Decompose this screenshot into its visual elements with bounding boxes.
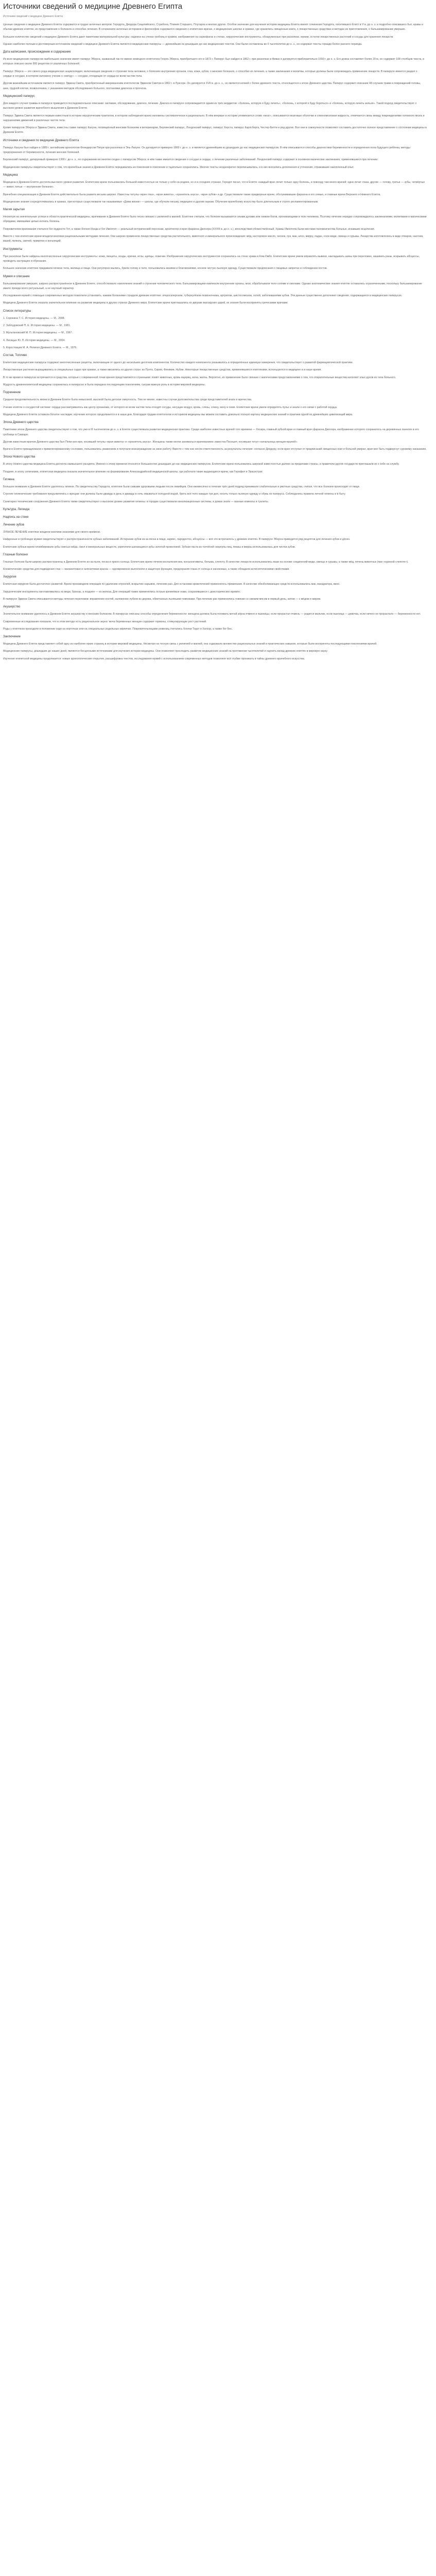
paragraph: Учение египтян о сосудистой системе: сердце рассматривалось как центр организма, от которого ко всем частям тела отходят сосуды, несущие воздух, кровь, слёзы, слюну, мочу и семя. Египетские врачи умели определять пульс и знали о его связи с работой сердца. [3,405,338,409]
paragraph: Санитарно-технические сооружения Древнего Египта также свидетельствуют о высоком уровне развития гигиены: в городах существовали канализационные системы, в домах знати — ванные комнаты и туалеты. [3,500,269,503]
section-heading: Подчинение [3,391,21,395]
paragraph: Бальзамирование умерших, широко распространённое в Древнем Египте, способствовало накоплению знаний о строении человеческого тела. Бальзамировщики извлекали внутренние органы, мозг, обрабатывали тело солями и смолами. Однако анатомические знания египтян оставались ограниченными, поскольку бальзамирование имело прежде всего ритуальный, а не научный характер. [3,282,422,290]
paragraph: Медицина Древнего Египта оставила богатое наследие, изучение которого продолжается и в наши дни. Благодаря трудам египтологов и историков медицины мы можем составить довольно полную картину медицинских знаний и практики одной из древнейших цивилизаций мира. [3,413,353,416]
paragraph: Современные исследования показали, что в этом методе есть рациональное зерно: моча беременных женщин содержит гормоны, стимулирующие рост растений. [3,620,207,623]
paragraph: Другим важнейшим источником является папирус Эдвина Смита, приобретенный американским египтологом Эдвином Смитом в 1862 г. в Луксоре. Он датируется XVII в. до н. э., но является копией с более древнего текста, относящегося к эпохе Древнего царства. Папирус содержит описание 48 случаев травм и повреждений головы, шеи, грудной клетки, позвоночника, с указанием методов обследования больного, постановки диагноза и прогноза. [3,82,421,90]
section-heading: Мумия и описание [3,275,30,278]
reference-list-item: 5. Коростовцев М. А. Религия Древнего Египта. — М., 1976. [3,346,77,349]
paragraph: Средняя продолжительность жизни в Древнем Египте была невысокой, высокой была детская смертность. Тем не менее, известны случаи долгожительства среди представителей знати и жречества. [3,398,252,402]
paragraph: Найденные в гробницах мумии свидетельствуют о распространённости зубных заболеваний. Истирание зубов из-за песка в пище, кариес, пародонтоз, абсцессы — всё это встречалось у древних египтян. В папирусе Эберса приводится ряд рецептов для лечения зубов и дёсен. [3,538,351,541]
paragraph: Египетские медицинские папирусы содержат многочисленные рецепты, включающие от одного до нескольких десятков компонентов. Количество каждого компонента указывалось в определённых единицах измерения, что свидетельствует о развитой фармацевтической практике. [3,361,354,365]
paragraph: ЗУБНОЕ ЛЕЧЕНИЕ египтяне владели многими знаниями для своего времени. [3,530,101,534]
paragraph: Глазные болезни были широко распространены в Древнем Египте из-за пыли, песка и яркого солнца. Египетские врачи лечили воспаления век, конъюнктивиты, бельма, слепоту. В качестве лекарств использовались мази на основе соединений меди, свинца и сурьмы, а также мёд, печень животных (при «куриной слепоте»). [3,560,409,564]
paragraph: Покровителем врачевания считался бог мудрости Тот, а также богиня Исида и бог Имхотеп — реальный исторический персонаж, архитектор и врач фараона Джосера (XXVIII в. до н. э.), впоследствии обожествлённый. Храмы Имхотепа были местами паломничества больных, искавших исцеления. [3,227,375,231]
reference-list-item: 4. Лисицын Ю. П. История медицины. — М., 2004. [3,338,65,342]
paragraph: Папирус Эдвина Смита является первым известным в истории хирургическим трактатом, в котором наблюдения врача изложены систематически и рационально. В нём впервые в истории упоминается слово «мозг», описываются мозговые оболочки и спинномозговая жидкость, отмечается связь между повреждениями головного мозга и нарушениями движений в различных частях тела. [3,114,425,122]
section-heading: Эпоха Древнего царства [3,421,39,425]
paragraph: Вместе с тем египетские врачи владели многими рациональными методами лечения. Они широко применяли лекарственные средства растительного, животного и минерального происхождения: мёд, касторовое масло, чеснок, лук, мак, алоэ, мирру, ладан, соли меди, свинца и сурьмы. Лекарства изготовлялись в виде отваров, настоев, мазей, пилюль, свечей, примочек и ингаляций. [3,235,424,243]
paragraph: Кроме папирусов Эберса и Эдвина Смита, известны также папирус Кахуна, посвящённый женским болезням и ветеринарии, Берлинский папирус, Лондонский папирус, папирус Херста, папирус Карлсберга, Честер-Битти и ряд других. Все они в совокупности позволяют составить достаточно полное представление о состоянии медицины в Древнем Египте. [3,126,427,134]
reference-list-item: 3. Мультановский М. П. История медицины. — М., 1967. [3,331,73,335]
paragraph: Мудрость древнеегипетской медицины сохранилась в папирусах и была передана последующим поколениям, сыграв важную роль в истории мировой медицины. [3,383,206,387]
section-heading: Эпоха Нового царства [3,455,36,459]
paragraph: Несмотря на значительные успехи в области практической медицины, врачевание в Древнем Египте было тесно связано с религией и магией. Египтяне считали, что болезни вызываются злыми духами или гневом богов, проникающими в тело человека. Поэтому лечение нередко сопровождалось заклинаниями, молитвами и магическими обрядами, имевшими целью изгнать болезнь. [3,215,427,224]
paragraph: Изучение египетской медицины продолжается: новые археологические открытия, расшифровка текстов, исследования мумий с использованием современных методов позволяют всё глубже проникать в тайны древнего врачебного искусства. [3,657,305,660]
paragraph: Лекарственные растения выращивались в специальных садах при храмах, а также ввозились из других стран: из Пунта, Сирии, Финикии, Нубии. Некоторые лекарственные средства, применявшиеся египтянами, используются в медицине и в наше время. [3,368,322,372]
paragraph: Врачи в Египте принадлежали к привилегированному сословию, пользовались уважением и получали вознаграждение за свою работу. Вместе с тем они несли ответственность за результаты лечения: согласно Диодору, если врач отступал от предписаний священных книг и больной умирал, врач мог быть подвергнут суровому наказанию. [3,448,427,451]
paragraph: Значительное внимание уделялось в Древнем Египте акушерству и женским болезням. В папирусах описаны способы определения беременности: женщина должна была поливать мочой зёрна ячменя и пшеницы; если прорастал ячмень — родится мальчик, если пшеница — девочка, если ничего не прорастало — беременности нет. [3,613,421,616]
section-heading: Источники и сведения по медицине Древнего Египта [3,139,79,142]
paragraph: Берлинский папирус, датируемый примерно 1300 г. до н. э., по содержанию во многом сходен с папирусом Эберса; в нём также имеются сведения о сосудах и сердце, о лечении различных заболеваний. Лондонский папирус содержит в основном магические заклинания, применявшиеся при лечении. [3,158,378,162]
paragraph: Египетские зубные врачи пломбировали зубы смесью мёда, смол и минеральных веществ, укрепляли шатающиеся зубы золотой проволокой. Зубная паста из толчёной скорлупы яиц, пемзы и мирры использовалась для чистки зубов. [3,545,295,549]
section-heading: Надпись на стене [3,515,29,519]
paragraph: При раскопках были найдены многочисленные хирургические инструменты: ножи, пинцеты, зонды, крючки, иглы, щипцы, ложечки. Изображения хирургических инструментов сохранились на стене храма в Ком-Омбо. Египетские врачи умели вправлять вывихи, накладывать шины при переломах, зашивать раны, вскрывать абсцессы, проводить кастрацию и обрезание. [3,255,420,263]
paragraph: Ценные сведения о медицине Древнего Египта содержатся в трудах античных авторов: Геродота, Диодора Сицилийского, Страбона, Плиния Старшего, Плутарха и многих других. Особое значение для изучения истории медицины Египта имеют сочинения Геродота, посетившего Египт в V в. до н. э. и подробно описавшего быт, нравы и обычаи древних египтян, их представления о болезнях и способах лечения. В сочинениях античных историков и философов содержатся сведения о египетских врачах, о медицинских школах и храмах, где хранились священные книги, о лекарственных средствах и методах их приготовления, о бальзамировании умерших. [3,23,423,31]
section-heading: Список литературы [3,309,31,313]
paragraph: Для каждого случая травмы в папирусе приводится последовательное описание: заглавие, обследование, диагноз, лечение. Диагноз в папирусе сопровождается одним из трёх вердиктов: «болезнь, которую я буду лечить», «болезнь, с которой я буду бороться» и «болезнь, которую лечить нельзя». Такой подход свидетельствует о высоком уровне развития врачебного мышления в Древнем Египте. [3,101,417,110]
paragraph: Памятники эпохи Древнего царства свидетельствуют о том, что уже в III тысячелетии до н. э. в Египте существовала развитая медицинская практика. Среди наиболее известных врачей того времени — Хесира, главный зубной врач и главный врач фараона Джосера, изображение которого сохранилось на деревянных панелях в его гробнице в Саккаре. [3,428,419,436]
paragraph: Другим известным врачом Древнего царства был Пепи-анх-ири, носивший титулы «врач живота» и «хранитель ануса». Женщины также могли заниматься врачеванием: известна Песешет, носившая титул «начальница женщин-врачей». [3,440,298,444]
section-heading: Заключение [3,635,21,639]
paragraph: Медицина Древнего Египта представляет собой одну из наиболее ярких страниц в истории мировой медицины. Несмотря на тесную связь с религией и магией, она содержала множество рациональных знаний и практических навыков, которые были восприняты последующими поколениями врачей. [3,642,377,646]
reference-list-item: 1. Сорокина Т. С. История медицины. — М., 2008. [3,316,65,320]
section-heading: Глазные болезни [3,553,28,556]
paragraph: Однако наиболее полным и достоверным источником сведений о медицине Древнего Египта являются медицинские папирусы — древнейшие из дошедших до нас медицинских текстов. Они были составлены во II тысячелетии до н. э., но содержат тексты гораздо более раннего периода. [3,42,362,46]
paragraph: Египетская хирургия была достаточно развитой. Врачи производили операции по удалению опухолей, вскрытию нарывов, лечению ран. Для остановки кровотечений применялось прижигание. В качестве обезболивающих средств использовались мак, мандрагора, вино. [3,583,340,586]
section-heading: Дата написания, происхождение и содержание [3,50,71,54]
paragraph: Роды у египтянок проходили в положении сидя на корточках или на специальных родильных кирпичах. Покровительницами рожениц считались богини Таурт и Хатхор, а также бог Бес. [3,627,233,631]
paragraph: В эпоху Нового царства медицина Египта достигла наивысшего расцвета. Именно к этому времени относится большинство дошедших до нас медицинских папирусов. Египетские врачи пользовались широкой известностью далеко за пределами страны, и правители других государств приглашали их к себе на службу. [3,463,399,466]
section-heading: Акушерство [3,605,21,609]
section-heading: Культура, Легенда [3,507,30,511]
document-page [0,0,430,668]
paragraph: Хирургические инструменты изготавливались из меди, бронзы, а позднее — из железа. Для операций также применялись острые кремнёвые ножи, сохранившиеся с доисторических времён. [3,590,241,594]
paragraph: В то же время в папирусах встречаются и средства, которые с современной точки зрения представляются странными: помёт животных, кровь ящериц, моча, желчь. Вероятно, их применение было связано с магическими представлениями о том, что отвратительные вещества изгоняют злых духов из тела больного. [3,376,396,379]
reference-list-item: 2. Заблудовский П. Е. История медицины. — М., 1981. [3,324,71,327]
section-heading: Инструменты [3,247,23,251]
section-heading: Лечение зубов [3,523,24,527]
article-body [3,23,427,662]
paragraph: Большое значение египтяне придавали гигиене тела, жилища и пищи. Они регулярно мылись, брили голову и тело, пользовались мазями и благовониями, носили чистую льняную одежду. Существовали предписания о пищевых запретах и соблюдении постов. [3,267,328,270]
paragraph: Позднее, в эпоху эллинизма, египетская медицина оказала значительное влияние на формирование Александрийской медицинской школы, где работали такие выдающиеся врачи, как Герофил и Эрасистрат. [3,470,263,473]
page-title: Источники сведений о медицине Древнего Египта [3,2,183,11]
paragraph: Косметические средства для подведения глаз — малахитовая и галенитовая краска — одновременно выполняли и защитную функцию, предохраняя глаза от солнца и насекомых, а также обладали антисептическими свойствами. [3,568,290,571]
section-heading: Состав, Топливо [3,354,27,358]
paragraph: Исследования мумий с помощью современных методов позволили установить, какими болезнями страдали древние египтяне: атеросклерозом, туберкулёзом позвоночника, артритом, шистосомозом, оспой, заболеваниями зубов. Эти данные существенно дополняют сведения, содержащиеся в медицинских папирусах. [3,294,403,298]
paragraph: Медицинские папирусы, дошедшие до наших дней, являются бесценными источниками для изучения истории медицины. Они позволяют проследить развитие медицинских знаний на протяжении тысячелетий и оценить вклад древних египтян в мировую науку. [3,650,328,653]
section-heading: Хирургия [3,575,16,579]
paragraph: Большое количество сведений о медицине Древнего Египта дают памятники материальной культуры: надписи на стенах гробниц и храмов, изображения на саркофагах и стелах, хирургические инструменты, обнаруженные при раскопках, мумии, остатки лекарственных растений и сосуды для хранения лекарств. [3,35,394,39]
section-heading: Гигиена [3,478,14,482]
paragraph: Папирус Кахуна был найден в 1889 г. английским археологом Флиндерсом Питри при раскопках в Эль-Лахуне. Он датируется примерно 1800 г. до н. э. и является древнейшим из дошедших до нас медицинских папирусов. В нём описываются способы диагностики беременности и определения пола будущего ребёнка, методы предохранения от беременности, лечения женских болезней. [3,146,411,155]
breadcrumb[interactable]: Источники сведений о медицине Древнего Египта [3,15,63,18]
paragraph: Большое внимание в Древнем Египте уделялось гигиене. По свидетельству Геродота, египтяне были самыми здоровыми людьми после ливийцев. Они ежемесячно в течение трёх дней подряд принимали слабительные и рвотные средства, считая, что все болезни происходят от пищи. [3,485,360,489]
paragraph: Медицинские знания сосредоточивались в храмах, при которых существовали так называемые «Дома жизни» — школы, где обучали письму, медицине и другим наукам. Обучение врачебному искусству было длительным и строго регламентированным. [3,200,319,204]
paragraph: Строгие гигиенические требования предъявлялись к жрецам: они должны были дважды в день и дважды в ночь омываться холодной водой, брить всё тело каждые три дня, носить только льняную одежду и обувь из папируса. Соблюдались правила личной гигиены и в быту. [3,493,346,496]
paragraph: В папирусе Эдвина Смита описываются методы лечения переломов: вправление костей, наложение лубков из дерева, обмотанных льняными повязками. При лечении ран применялись повязки со свежим мясом в первый день, затем — с мёдом и жиром. [3,598,321,601]
section-heading: Магия зарытая [3,208,25,212]
section-heading: Медицинский папирус [3,94,35,98]
paragraph: Медицина Древнего Египта оказала значительное влияние на развитие медицины в других странах Древнего мира. Египетские врачи приглашались ко дворам персидских царей, их знания были восприняты греческими врачами. [3,301,288,305]
section-heading: Медицина [3,173,18,177]
paragraph: Из всех медицинских папирусов наибольшее значение имеет папирус Эберса, названный так по имени немецкого египтолога Георга Эберса, приобретшего его в 1873 г. Папирус был найден в 1862 г. при раскопках в Фивах и датируется приблизительно 1550 г. до н. э. Его длина составляет более 20 м, он содержит 108 столбцов текста, в которых описано около 900 рецептов от различных болезней. [3,58,424,66]
paragraph: Медицинские папирусы свидетельствуют о том, что врачебные знания в Древнем Египте передавались из поколения в поколение и тщательно сохранялись. Многие тексты неоднократно переписывались, и в них вносились дополнения и уточнения, отражавшие накопленный опыт. [3,165,354,169]
paragraph: Врачебная специализация в Древнем Египте действительно была развита весьма широко. Известны титулы «врач глаз», «врач живота», «хранитель ануса», «врач зубов» и др. Существовали также придворные врачи, обслуживавшие фараона и его семью, и главные врачи Верхнего и Нижнего Египта. [3,193,381,196]
paragraph: Медицина в Древнем Египте достигла высокого уровня развития. Египетские врачи пользовались большой известностью не только у себя на родине, но и в соседних странах. Геродот писал, что в Египте «каждый врач лечит только одну болезнь, и повсюду там много врачей: одни лечат глаза, другие — голову, третьи — зубы, четвёртые — живот, пятые — внутренние болезни». [3,180,425,189]
paragraph: Папирус Эберса — это своего рода медицинская энциклопедия, включающая сведения о строении тела человека, о болезнях внутренних органов, глаз, кожи, зубов, о женских болезнях, о способах их лечения, а также заклинания и молитвы, которые должны были сопровождать применение лекарств. В папирусе имеется раздел о сердце и сосудах, в котором изложено учение о «метду» — сосудах, отходящих от сердца ко всем частям тела. [3,70,417,78]
